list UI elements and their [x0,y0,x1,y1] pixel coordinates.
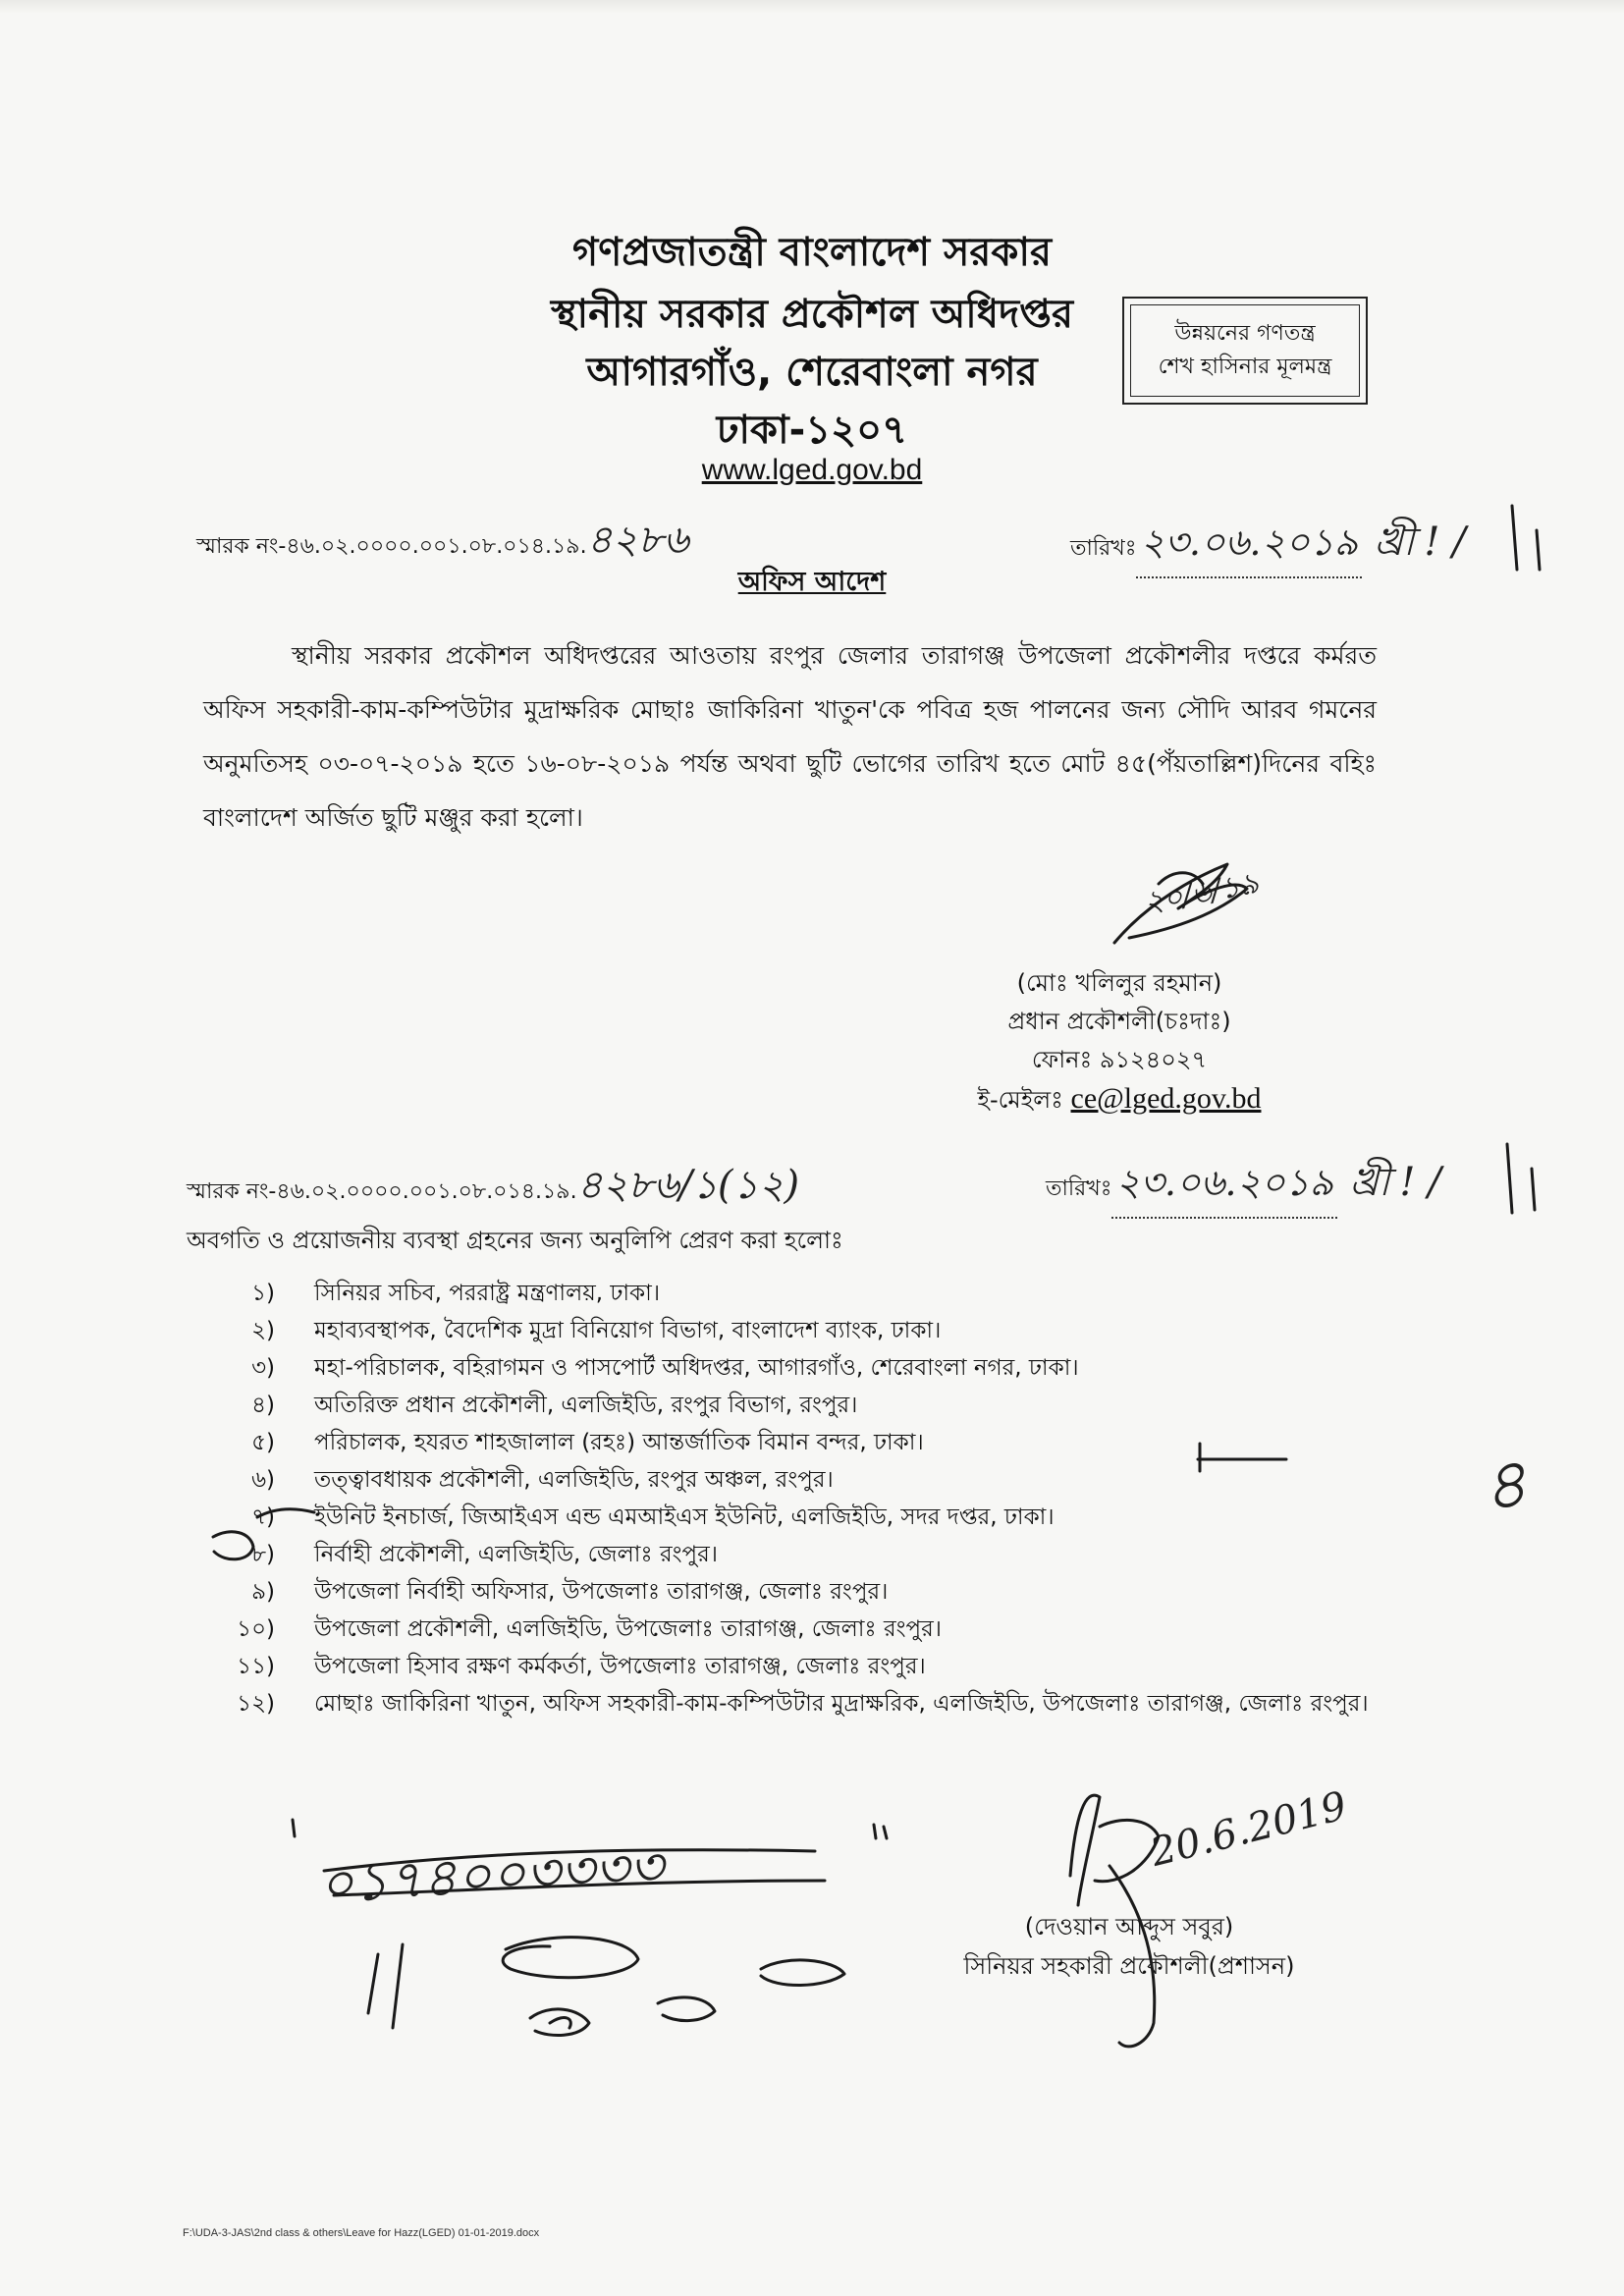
date-suffix: খ্রী [1374,519,1415,565]
item-text: মোছাঃ জাকিরিনা খাতুন, অফিস সহকারী-কাম-কম্পিউটার মুদ্রাক্ষরিক, এলজিইডি, উপজেলাঃ তারাগঞ্জ, জেলাঃ রংপুর। [314,1691,1369,1717]
motto-line-1: উন্নয়নের গণতন্ত্র [1174,320,1316,346]
item-text: মহা-পরিচালক, বহিরাগমন ও পাসপোর্ট অধিদপ্তর, আগারগাঁও, শেরেবাংলা নগর, ঢাকা। [314,1355,1079,1381]
date-label: তারিখঃ [1070,536,1137,561]
item-number: ২) [251,1318,275,1343]
header-government: গণপ্রজাতন্ত্রী বাংলাদেশ সরকার [572,230,1052,275]
strikeout-icon [324,1850,825,1895]
memo-number-label: স্মারক নং-৪৬.০২.০০০০.০০১.০৮.০১৪.১৯. [196,534,587,559]
item-number: ৫) [251,1430,275,1455]
item-text: পরিচালক, হযরত শাহজালাল (রহঃ) আন্তর্জাতিক বিমান বন্দর, ঢাকা। [314,1430,924,1455]
circle-mark-icon [213,1532,253,1559]
signatory-1-designation: প্রধান প্রকৌশলী(চঃদাঃ) [1007,1008,1231,1035]
header-department: স্থানীয় সরকার প্রকৌশল অধিদপ্তর [551,292,1073,337]
item-number: ৩) [251,1355,275,1381]
item-number: ৬) [251,1467,275,1493]
memo-2-date-mark: ! / [1399,1160,1441,1205]
date-value-handwritten: ২৩.০৬.২০১৯ [1136,514,1362,578]
item-text: ইউনিট ইনচার্জ, জিআইএস এন্ড এমআইএস ইউনিট, এলজিইডি, সদর দপ্তর, ঢাকা। [314,1504,1055,1530]
scan-edge [0,0,1624,14]
memo-2-number-handwritten: ৪২৮৬/১(১২) [576,1163,800,1208]
check-mark-icon [1507,1144,1535,1213]
item-text: উপজেলা নির্বাহী অফিসার, উপজেলাঃ তারাগঞ্জ, জেলাঃ রংপুর। [314,1579,889,1605]
item-number: ৭) [251,1504,275,1530]
scribble-icon [658,1997,715,2021]
memo-2-date-suffix: খ্রী [1349,1160,1390,1205]
signature-2-icon [1070,1795,1159,2047]
signature-2-date: 20.6.2019 [1146,1783,1352,1876]
item-text: উপজেলা হিসাব রক্ষণ কর্মকর্তা, উপজেলাঃ তারাগঞ্জ, জেলাঃ রংপুর। [314,1654,926,1679]
item-number: ৯) [251,1579,275,1605]
scribble-icon [503,1938,638,1978]
header-city: ঢাকা-১২০৭ [716,408,908,453]
item-number: ৮) [251,1542,275,1567]
scribble-icon [530,2009,589,2036]
distribution-intro: অবগতি ও প্রয়োজনীয় ব্যবস্থা গ্রহনের জন্য অনুলিপি প্রেরণ করা হলোঃ [187,1227,843,1254]
footer-file-path: F:\UDA-3-JAS\2nd class & others\Leave for Hazz(LGED) 01-01-2019.docx [183,2227,540,2239]
item-text: উপজেলা প্রকৌশলী, এলজিইডি, উপজেলাঃ তারাগঞ্জ, জেলাঃ রংপুর। [314,1616,943,1642]
handwritten-phone-number: ০১৭৪০০৩৩৩৩ [317,1834,666,1916]
quote-mark-icon [293,1820,887,1838]
signatory-1-phone: ফোনঃ ৯১২৪০২৭ [1031,1046,1208,1073]
signature-1-icon [1114,864,1247,943]
item-number: ১১) [237,1654,275,1679]
header-website-link[interactable]: www.lged.gov.bd [701,454,923,486]
arrow-mark-icon [1198,1444,1286,1471]
check-mark-icon [1512,506,1540,570]
item-number: ৪) [251,1393,275,1418]
signature-1-date: ২০/৬/১৯ [1141,866,1262,920]
order-title: অফিস আদেশ [737,567,887,597]
scribble-icon [761,1960,844,1986]
memo-number-handwritten: ৪২৮৬ [586,518,689,563]
email-link[interactable]: ce@lged.gov.bd [1070,1082,1262,1115]
memo-2-number-label: স্মারক নং-৪৬.০২.০০০০.০০১.০৮.০১৪.১৯. [187,1179,577,1204]
memo-2-date-value: ২৩.০৬.২০১৯ [1111,1154,1337,1219]
item-text: তত্ত্বাবধায়ক প্রকৌশলী, এলজিইডি, রংপুর অঞ্চল, রংপুর। [314,1467,834,1493]
memo-2-date-label: তারিখঃ [1046,1176,1112,1201]
annotation-mark-icon [257,1509,314,1517]
item-number: ১২) [237,1691,275,1717]
motto-line-2: শেখ হাসিনার মূলমন্ত্র [1158,355,1332,379]
scribble-icon [368,1944,403,2028]
margin-note-handwritten: ৪ [1476,1442,1533,1528]
email-label: ই-মেইলঃ [977,1086,1063,1114]
signatory-2-name: (দেওয়ান আব্দুস সবুর) [1024,1913,1234,1941]
item-text: নির্বাহী প্রকৌশলী, এলজিইডি, জেলাঃ রংপুর। [314,1542,718,1567]
signatory-1-name: (মোঃ খলিলুর রহমান) [1016,969,1222,997]
header-address: আগারগাঁও, শেরেবাংলা নগর [586,350,1038,395]
date-mark: ! / [1424,519,1466,565]
item-number: ১০) [237,1616,275,1642]
item-text: অতিরিক্ত প্রধান প্রকৌশলী, এলজিইডি, রংপুর বিভাগ, রংপুর। [314,1393,858,1418]
signatory-2-designation: সিনিয়র সহকারী প্রকৌশলী(প্রশাসন) [963,1952,1295,1980]
item-number: ১) [251,1281,275,1306]
order-body: স্থানীয় সরকার প্রকৌশল অধিদপ্তরের আওতায় রংপুর জেলার তারাগঞ্জ উপজেলা প্রকৌশলীর দপ্তরে কর্মরত অফিস সহকারী-কাম-কম্পিউটার মুদ্রাক্ষরিক মোছাঃ জাকিরিনা খাতুন'কে পবিত্র হজ পালনের জন্য সৌদি আরব গমনের অনুমতিসহ ০৩-০৭-২০১৯ হতে ১৬-০৮-২০১৯ পর্যন্ত অথবা ছুটি ভোগের তারিখ হতে মোট ৪৫(পঁয়তাল্লিশ)দিনের বহিঃ বাংলাদেশ অর্জিত ছুটি মঞ্জুর করা হলো। [203,641,1377,832]
item-text: মহাব্যবস্থাপক, বৈদেশিক মুদ্রা বিনিয়োগ বিভাগ, বাংলাদেশ ব্যাংক, ঢাকা। [314,1318,942,1343]
item-text: সিনিয়র সচিব, পররাষ্ট্র মন্ত্রণালয়, ঢাকা। [314,1281,661,1306]
